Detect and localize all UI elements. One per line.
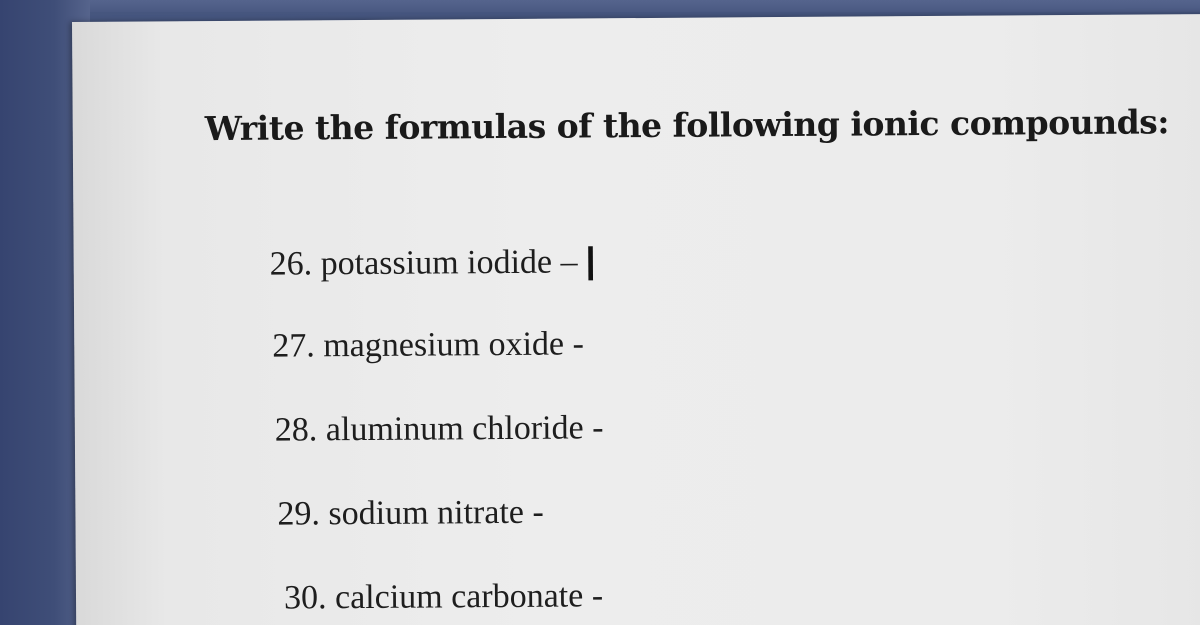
- answer-field[interactable]: |: [585, 239, 596, 281]
- question-label: 29. sodium nitrate -: [277, 493, 544, 533]
- screen-top-edge: [0, 0, 1200, 12]
- question-30[interactable]: [284, 554, 613, 625]
- question-29[interactable]: [277, 470, 612, 556]
- question-label: 27. magnesium oxide -: [272, 325, 585, 365]
- question-27[interactable]: [272, 302, 611, 388]
- worksheet-instruction: Write the formulas of the following ionic compounds:: [204, 102, 1170, 149]
- question-label: 26. potassium iodide –: [269, 243, 578, 283]
- worksheet-page: [72, 14, 1200, 625]
- question-28[interactable]: [275, 386, 612, 472]
- question-list: [269, 218, 613, 625]
- question-label: 28. aluminum chloride -: [274, 409, 604, 449]
- question-26[interactable]: [269, 218, 610, 304]
- question-label: 30. calcium carbonate -: [283, 577, 604, 617]
